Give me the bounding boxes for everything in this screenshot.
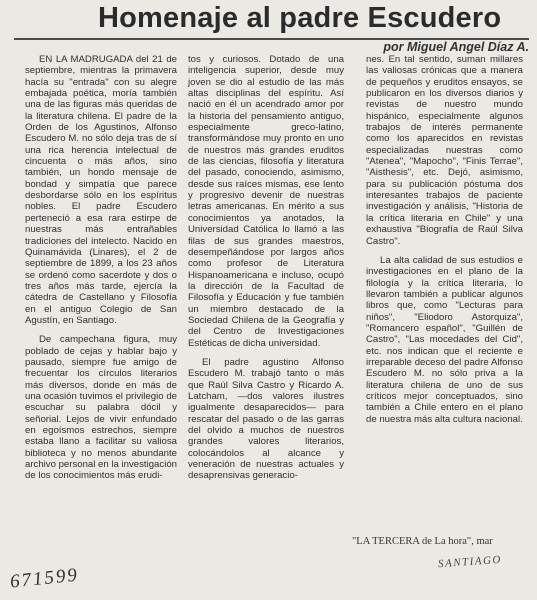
column-1-paragraph-2: De campechana figura, muy poblado de cejas y hablar bajo y pausado, siempre fue amigo de frecuentar los círculos literarios más diversos, donde en más de una ocasión tuvimos el privilegio de escuchar su palabra dócil y señorial. Lejos de vivir enfundado en egoísmos estrechos, siempre estaba llano a facilitar su valiosa biblioteca y no menos abundante archivo personal en la investigación de los conocimientos más erudi- — [25, 334, 177, 482]
column-2-paragraph-2: El padre agustino Alfonso Escudero M. trabajó tanto o más que Raúl Silva Castro y Ricardo A. Latcham, —dos valores ilustres igualmente desaparecidos— para rescatar del pasado o de las garras del olvido a muchos de nuestros grandes valores literarios, colocándolos al alcance y veneración de nuestras actuales y desaprensivas generacio- — [188, 356, 344, 482]
column-3-paragraph-2: La alta calidad de sus estudios e investigaciones en el plano de la filología y la crítica literaria, lo llevaron también a publicar algunos libros que, como "Lecturas para niños", "Eliodoro Astorquiza", "Romancero español", "Guillén de Castro", "Las mocedades del Cid", etc. nos indican que el reciente e irreparable deceso del padre Alfonso Escudero M. no sólo priva a la literatura chilena de uno de sus críticos mejor conceptuados, sino también a Chile entero en el plano de nuestra más alta cultura nacional. — [366, 254, 523, 425]
column-3-paragraph-1: nes. En tal sentido, suman millares las valiosas crónicas que a manera de pequeños y eruditos ensayos, se publicaron en los diversos diarios y revistas de nuestro mundo hispánico, especialmente algunos trabajos de interés permanente como los aparecidos en revistas especializadas nuestras como "Atenea", "Mapocho", "Finis Terrae", "Aisthesis", etc. Dejó, asimismo, para su publicación póstuma dos interesantes trabajos de paciente investigación y análisis, "Historia de la crítica literaria en Chile" y una exhaustiva "Biografía de Raúl Silva Castro". — [366, 54, 523, 247]
article-column-3 — [366, 54, 523, 425]
author-byline: por Miguel Angel Díaz A. — [383, 40, 529, 54]
archive-stamp-number: 671599 — [9, 564, 80, 593]
column-2-paragraph-1: tos y curiosos. Dotado de una inteligencia superior, desde muy joven se dio al estudio de las más altas disciplinas del espíritu. Así nació en él un acendrado amor por la historia del pensamiento antiguo, especialmente greco-latino, transformándose muy pronto en uno de nuestros más grandes eruditos de las ciencias, filosofía y literatura del pasado, conociendo, asimismo, desde sus raíces mismas, ese lento y progresivo devenir de nuestras letras americanas. En mérito a sus conocimientos ya anotados, la Universidad Católica lo llamó a las filas de sus grandes maestros, desempeñándose por largos años como profesor de Literatura Hispanoamericana e incluso, ocupó la dirección de la Facultad de Filosofía y Educación y fue también un miembro destacado de la Sociedad Chilena de la Geografía y del Centro de Investigaciones Estéticas de dicha universidad. — [188, 54, 344, 349]
article-headline: Homenaje al padre Escudero — [98, 2, 502, 34]
article-column-2 — [188, 54, 344, 482]
article-column-1 — [25, 54, 177, 482]
column-1-paragraph-1: EN LA MADRUGADA del 21 de septiembre, mientras la primavera hacía su "entrada" con su alegre embajada poética, moría también una de las figuras más queridas de la literatura chilena. El padre de la Orden de los Agustinos, Alfonso Escudero M. no sólo deja tras de sí una rica herencia intelectual de cincuenta o más años, sino también, un hondo mensaje de bondad y simpatía que parece desbordarse sólo en los espíritus nobles. El padre Escudero perteneció a esa rara estirpe de nuestras más entrañables tradiciones del intelecto. Nacido en Quinamávida (Linares), el 2 de septiembre de 1899, a los 23 años se ordenó como sacerdote y dos o tres años más tarde, ejercía la cátedra de Castellano y Filosofía en el antiguo Colegio de San Agustín, en Santiago. — [25, 54, 177, 326]
newspaper-source: "LA TERCERA de La hora", mar — [352, 536, 493, 547]
handwritten-location-note: SANTIAGO — [437, 553, 503, 571]
